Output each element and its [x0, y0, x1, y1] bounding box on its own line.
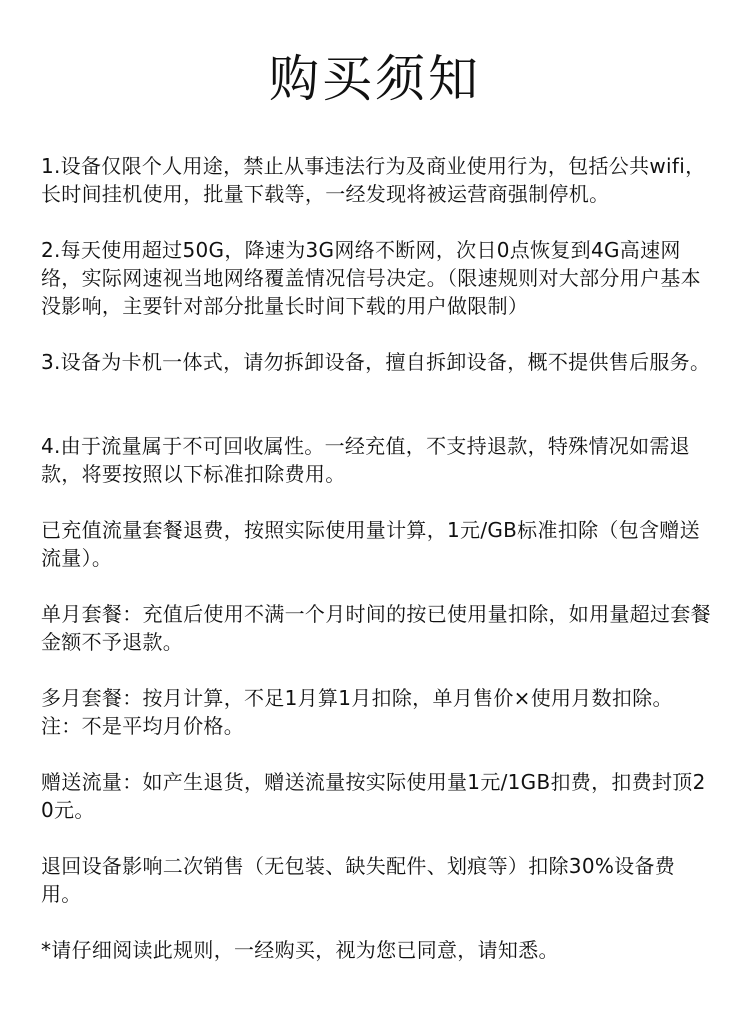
notice-paragraph-return-device: 退回设备影响二次销售（无包装、缺失配件、划痕等）扣除30%设备费用。 [41, 854, 676, 906]
notice-paragraph-multi-month: 多月套餐：按月计算，不足1月算1月扣除，单月售价×使用月数扣除。注：不是平均月价格。 [41, 686, 673, 738]
notice-paragraph-4: 4.由于流量属于不可回收属性。一经充值，不支持退款，特殊情况如需退款，将要按照以下标准扣除费用。 [41, 434, 690, 486]
notice-paragraph-agreement: *请仔细阅读此规则，一经购买，视为您已同意，请知悉。 [41, 938, 559, 962]
notice-paragraph-2: 2.每天使用超过50G，降速为3G网络不断网，次日0点恢复到4G高速网络，实际网速视当地网络覆盖情况信号决定。（限速规则对大部分用户基本没影响，主要针对部分批量长时间下载的用户做限制） [41, 238, 701, 318]
notice-paragraph-3: 3.设备为卡机一体式，请勿拆卸设备，擅自拆卸设备，概不提供售后服务。 [41, 350, 711, 374]
notice-paragraph-refund-rule: 已充值流量套餐退费，按照实际使用量计算，1元/GB标准扣除（包含赠送流量）。 [41, 518, 700, 570]
notice-paragraph-gift-data: 赠送流量：如产生退货，赠送流量按实际使用量1元/1GB扣费，扣费封顶20元。 [41, 770, 706, 822]
page-title: 购买须知 [269, 50, 481, 108]
notice-paragraph-1: 1.设备仅限个人用途，禁止从事违法行为及商业使用行为，包括公共wifi，长时间挂机使用，批量下载等，一经发现将被运营商强制停机。 [41, 154, 706, 206]
notice-paragraph-single-month: 单月套餐：充值后使用不满一个月时间的按已使用量扣除，如用量超过套餐金额不予退款。 [41, 602, 711, 654]
